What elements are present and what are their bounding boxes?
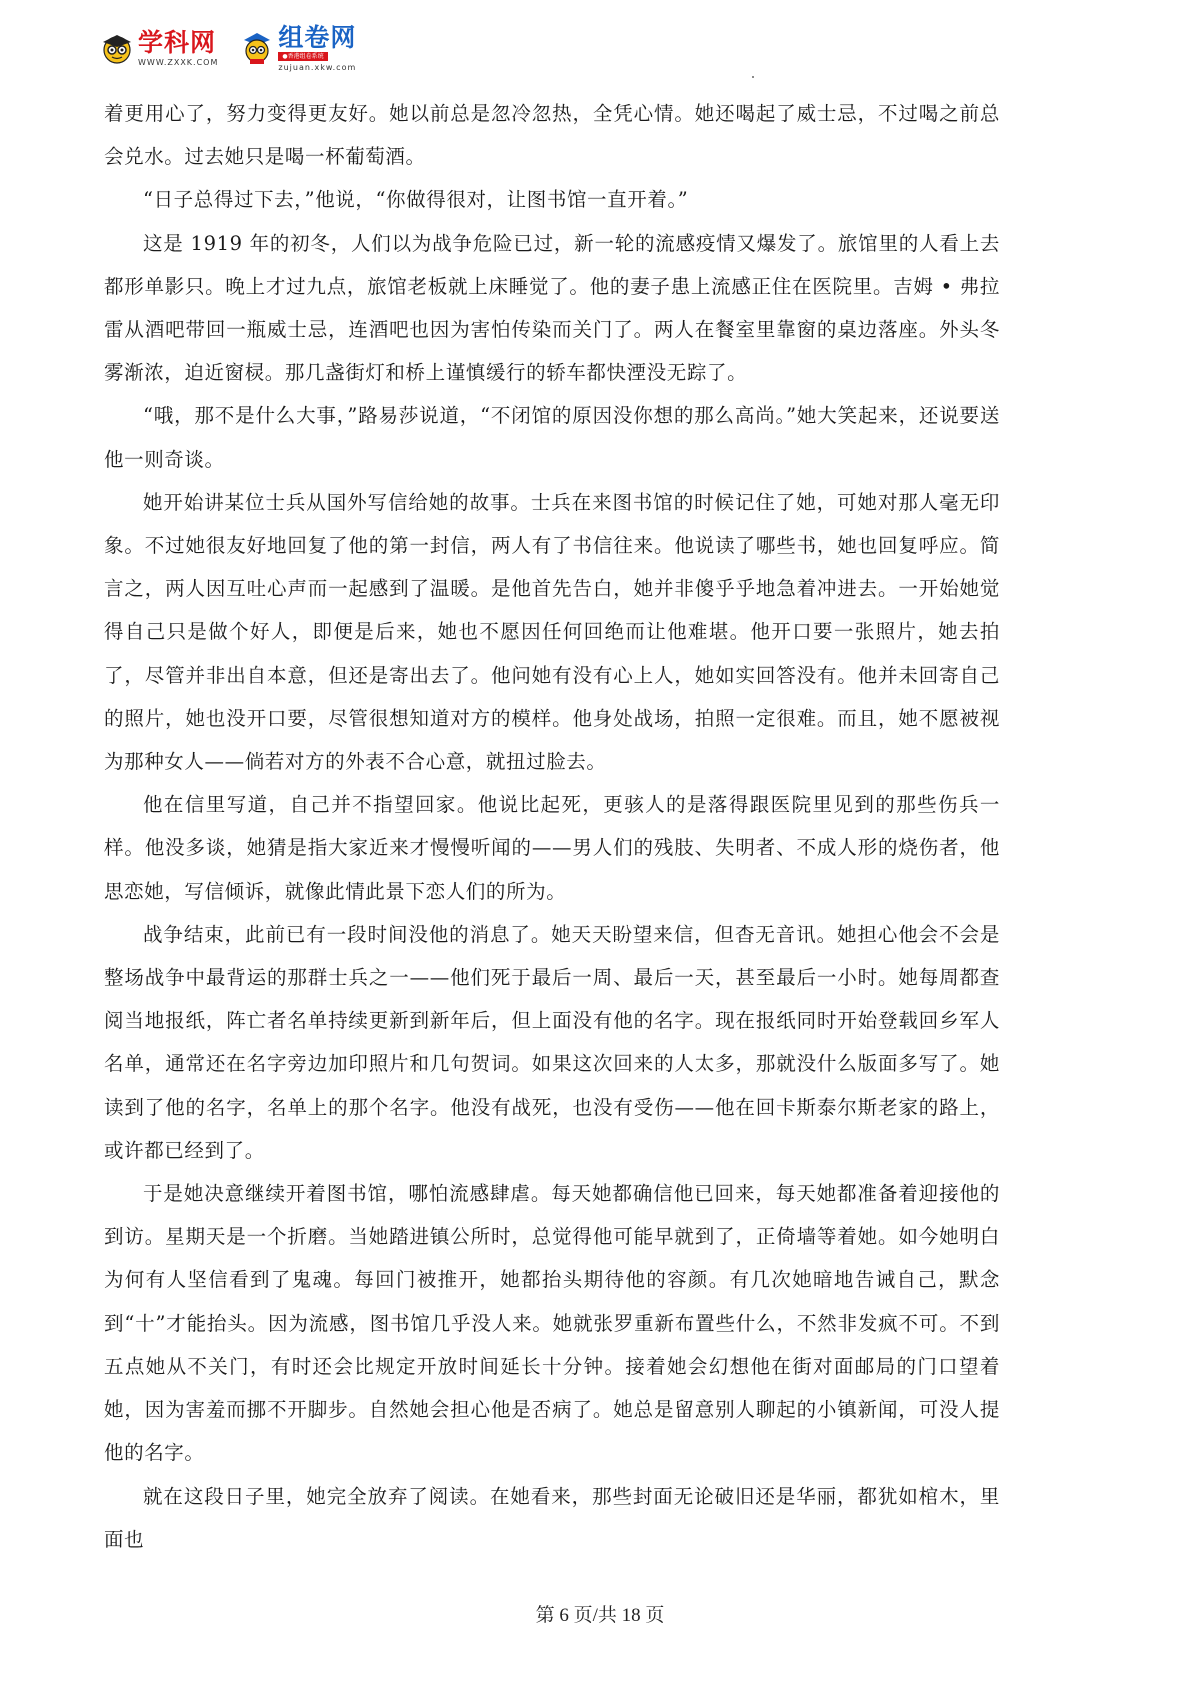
zjw-logo-tagline: ●香港组卷系统 [278, 52, 327, 61]
paragraph: 于是她决意继续开着图书馆，哪怕流感肆虐。每天她都确信他已回来，每天她都准备着迎接他的到访。星期天是一个折磨。当她踏进镇公所时，总觉得他可能早就到了，正倚墙等着她。如今她明白为何有人坚信看到了鬼魂。每回门被推开，她都抬头期待他的容颜。有几次她暗地告诫自己，默念到“十”才能抬头。因为流感，图书馆几乎没人来。她就张罗重新布置些什么，不然非发疯不可。不到五点她从不关门，有时还会比规定开放时间延长十分钟。接着她会幻想他在街对面邮局的门口望着她，因为害羞而挪不开脚步。自然她会担心他是否病了。她总是留意别人聊起的小镇新闻，可没人提他的名字。 [104, 1182, 1000, 1465]
paragraph: “哦，那不是什么大事，”路易莎说道，“不闭馆的原因没你想的那么高尚。”她大笑起来，还说要送他一则奇谈。 [104, 404, 1000, 471]
zjw-logo[interactable] [240, 22, 357, 72]
xkw-logo[interactable] [100, 27, 219, 67]
paragraph: 这是 1919 年的初冬，人们以为战争危险已过，新一轮的流感疫情又爆发了。旅馆里的人看上去都形单影只。晚上才过九点，旅馆老板就上床睡觉了。他的妻子患上流感正住在医院里。吉姆 • 弗拉雷从酒吧带回一瓶威士忌，连酒吧也因为害怕传染而关门了。两人在餐室里靠窗的桌边落座。外头冬雾渐浓，迫近窗棂。那几盏街灯和桥上谨慎缓行的轿车都快湮没无踪了。 [104, 231, 1000, 385]
zjw-mascot-icon [240, 30, 274, 66]
page-number: 第 6 页/共 18 页 [535, 1605, 665, 1626]
page-header [100, 18, 378, 78]
paragraph: 就在这段日子里，她完全放弃了阅读。在她看来，那些封面无论破旧还是华丽，都犹如棺木，里面也 [104, 1484, 1000, 1551]
xkw-logo-title: 学科网 [138, 27, 217, 57]
xkw-logo-url: WWW.ZXXK.COM [138, 57, 219, 67]
paragraph: 战争结束，此前已有一段时间没他的消息了。她天天盼望来信，但杳无音讯。她担心他会不会是整场战争中最背运的那群士兵之一——他们死于最后一周、最后一天，甚至最后一小时。她每周都查阅当地报纸，阵亡者名单持续更新到新年后，但上面没有他的名字。现在报纸同时开始登载回乡军人名单，通常还在名字旁边加印照片和几句贺词。如果这次回来的人太多，那就没什么版面多写了。她读到了他的名字，名单上的那个名字。他没有战死，也没有受伤——他在回卡斯泰尔斯老家的路上，或许都已经到了。 [104, 922, 1000, 1162]
paragraph: 他在信里写道，自己并不指望回家。他说比起死，更骇人的是落得跟医院里见到的那些伤兵一样。他没多谈，她猜是指大家近来才慢慢听闻的——男人们的残肢、失明者、不成人形的烧伤者，他思恋她，写信倾诉，就像此情此景下恋人们的所为。 [104, 793, 1000, 903]
paragraph: “日子总得过下去，”他说，“你做得很对，让图书馆一直开着。” [143, 188, 689, 212]
zjw-logo-title: 组卷网 [278, 22, 357, 52]
paragraph: 她开始讲某位士兵从国外写信给她的故事。士兵在来图书馆的时候记住了她，可她对那人毫无印象。不过她很友好地回复了他的第一封信，两人有了书信往来。他说读了哪些书，她也回复呼应。简言之，两人因互吐心声而一起感到了温暖。是他首先告白，她并非傻乎乎地急着冲进去。一开始她觉得自己只是做个好人，即便是后来，她也不愿因任何回绝而让他难堪。他开口要一张照片，她去拍了，尽管并非出自本意，但还是寄出去了。他问她有没有心上人，她如实回答没有。他并未回寄自己的照片，她也没开口要，尽管很想知道对方的模样。他身处战场，拍照一定很难。而且，她不愿被视为那种女人——倘若对方的外表不合心意，就扭过脸去。 [104, 490, 1000, 774]
zjw-logo-url: zujuan.xkw.com [278, 62, 357, 72]
article-body [104, 92, 1000, 1561]
xkw-mascot-icon [100, 31, 134, 65]
stray-dot [752, 76, 754, 78]
paragraph: 着更用心了，努力变得更友好。她以前总是忽冷忽热，全凭心情。她还喝起了威士忌，不过喝之前总会兑水。过去她只是喝一杯葡萄酒。 [104, 102, 1000, 169]
